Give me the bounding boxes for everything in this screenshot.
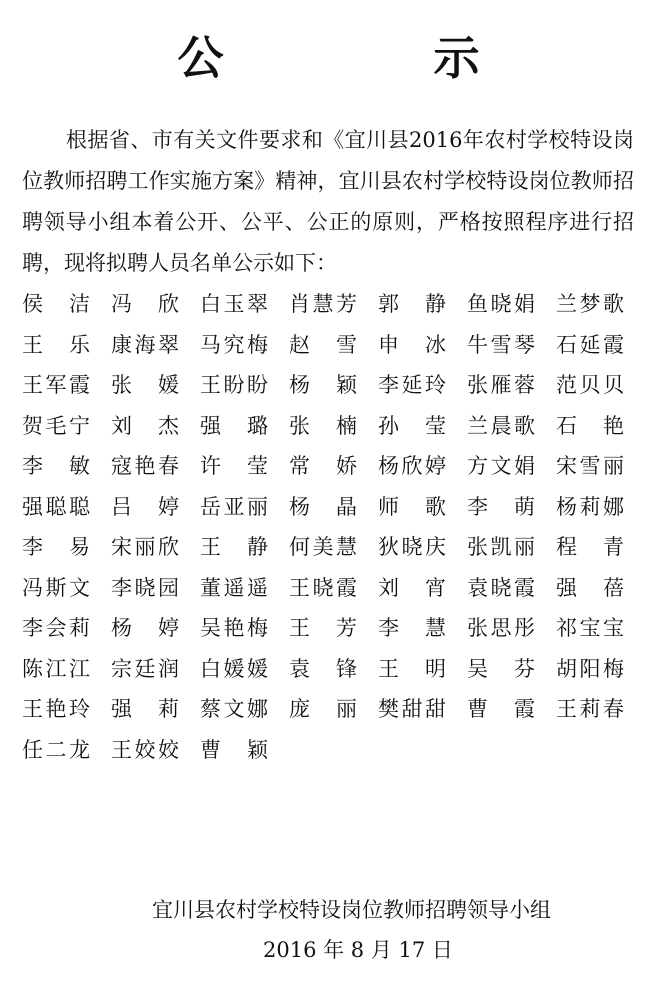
list-item: 兰 梦 歌 (556, 292, 624, 316)
list-item: 李 萌 (467, 494, 535, 519)
list-item: 方 文 娟 (467, 454, 535, 478)
page-title: 公 示 (177, 31, 562, 85)
list-item: 曹 霞 (467, 697, 535, 721)
list-item: 宗 廷 润 (111, 656, 179, 681)
list-item: 张 雁 蓉 (467, 373, 535, 397)
list-item: 王 静 (200, 535, 268, 559)
list-item: 鱼 晓 娟 (467, 292, 535, 316)
list-item: 宋 丽 欣 (111, 535, 179, 559)
publish-date: 2016 年 8 月 17 日 (263, 938, 453, 962)
list-item: 孙 莹 (378, 413, 446, 438)
list-item: 马 究 梅 (200, 332, 268, 357)
list-item: 吴 芬 (467, 656, 535, 681)
list-item: 王 明 (378, 656, 446, 681)
list-item: 常 娇 (289, 454, 357, 478)
list-item: 程 青 (556, 535, 624, 559)
list-item: 李 敏 (22, 454, 90, 478)
list-item: 范 贝 贝 (556, 373, 624, 397)
list-item: 蔡 文 娜 (200, 697, 268, 721)
list-item: 师 歌 (378, 494, 446, 519)
list-item: 强 莉 (111, 697, 179, 721)
list-item: 强 璐 (200, 413, 268, 438)
organization-name: 宜川县农村学校特设岗位教师招聘领导小组 (152, 898, 551, 922)
list-item: 康 海 翠 (111, 332, 179, 357)
list-item: 王 盼 盼 (200, 373, 268, 397)
list-item: 白 玉 翠 (200, 292, 268, 316)
list-item: 宋 雪 丽 (556, 454, 624, 478)
list-item: 许 莹 (200, 454, 268, 478)
list-item: 李 会 莉 (22, 616, 90, 640)
list-item: 李 慧 (378, 616, 446, 640)
list-item: 祁 宝 宝 (556, 616, 624, 640)
list-item: 贺 毛 宁 (22, 413, 90, 438)
list-item: 肖 慧 芳 (289, 292, 357, 316)
list-item: 白 媛 媛 (200, 656, 268, 681)
list-item: 刘 杰 (111, 413, 179, 438)
list-item: 张 楠 (289, 413, 357, 438)
list-item: 王 莉 春 (556, 697, 624, 721)
intro-paragraph: 根据省、市有关文件要求和《宜川县2016年农村学校特设岗位教师招聘工作实施方案》精神，宜川县农村学校特设岗位教师招聘领导小组本着公开、公平、公正的原则，严格按照程序进行招聘，现将拟聘人员名单公示如下： (22, 128, 634, 275)
list-item: 袁 晓 霞 (467, 575, 535, 600)
name-list (22, 284, 647, 770)
list-item: 李 延 玲 (378, 373, 446, 397)
list-item: 郭 静 (378, 292, 446, 316)
list-item: 胡 阳 梅 (556, 656, 624, 681)
list-item: 侯 洁 (22, 292, 90, 316)
list-item: 赵 雪 (289, 332, 357, 357)
list-item: 何 美 慧 (289, 535, 357, 559)
list-item: 强 蓓 (556, 575, 624, 600)
list-item: 申 冰 (378, 332, 446, 357)
list-item: 狄 晓 庆 (378, 535, 446, 559)
list-item: 张 媛 (111, 373, 179, 397)
list-item: 张 凯 丽 (467, 535, 535, 559)
list-item: 樊 甜 甜 (378, 697, 446, 721)
list-item: 张 思 彤 (467, 616, 535, 640)
list-item: 王 芳 (289, 616, 357, 640)
list-item: 杨 莉 娜 (556, 494, 624, 519)
list-item: 石 艳 (556, 413, 624, 438)
list-item: 王 晓 霞 (289, 575, 357, 600)
list-item: 杨 婷 (111, 616, 179, 640)
list-item: 董 遥 遥 (200, 575, 268, 600)
list-item: 袁 锋 (289, 656, 357, 681)
list-item: 王 艳 玲 (22, 697, 90, 721)
list-item: 吕 婷 (111, 494, 179, 519)
list-item: 任 二 龙 (22, 737, 90, 762)
list-item: 陈 江 江 (22, 656, 90, 681)
list-item: 杨 颖 (289, 373, 357, 397)
list-item: 牛 雪 琴 (467, 332, 535, 357)
list-item: 王 姣 姣 (111, 737, 179, 762)
list-item: 杨 晶 (289, 494, 357, 519)
list-item: 王 乐 (22, 332, 90, 357)
list-item: 寇 艳 春 (111, 454, 179, 478)
list-item: 岳 亚 丽 (200, 494, 268, 519)
list-item: 杨 欣 婷 (378, 454, 446, 478)
list-item: 曹 颖 (200, 737, 268, 762)
list-item: 李 晓 园 (111, 575, 179, 600)
list-item: 强 聪 聪 (22, 494, 90, 519)
list-item: 李 易 (22, 535, 90, 559)
list-item: 冯 欣 (111, 292, 179, 316)
list-item: 兰 晨 歌 (467, 413, 535, 438)
list-item: 刘 宵 (378, 575, 446, 600)
list-item: 冯 斯 文 (22, 575, 90, 600)
list-item: 庞 丽 (289, 697, 357, 721)
list-item: 吴 艳 梅 (200, 616, 268, 640)
list-item: 石 延 霞 (556, 332, 624, 357)
list-item: 王 军 霞 (22, 373, 90, 397)
